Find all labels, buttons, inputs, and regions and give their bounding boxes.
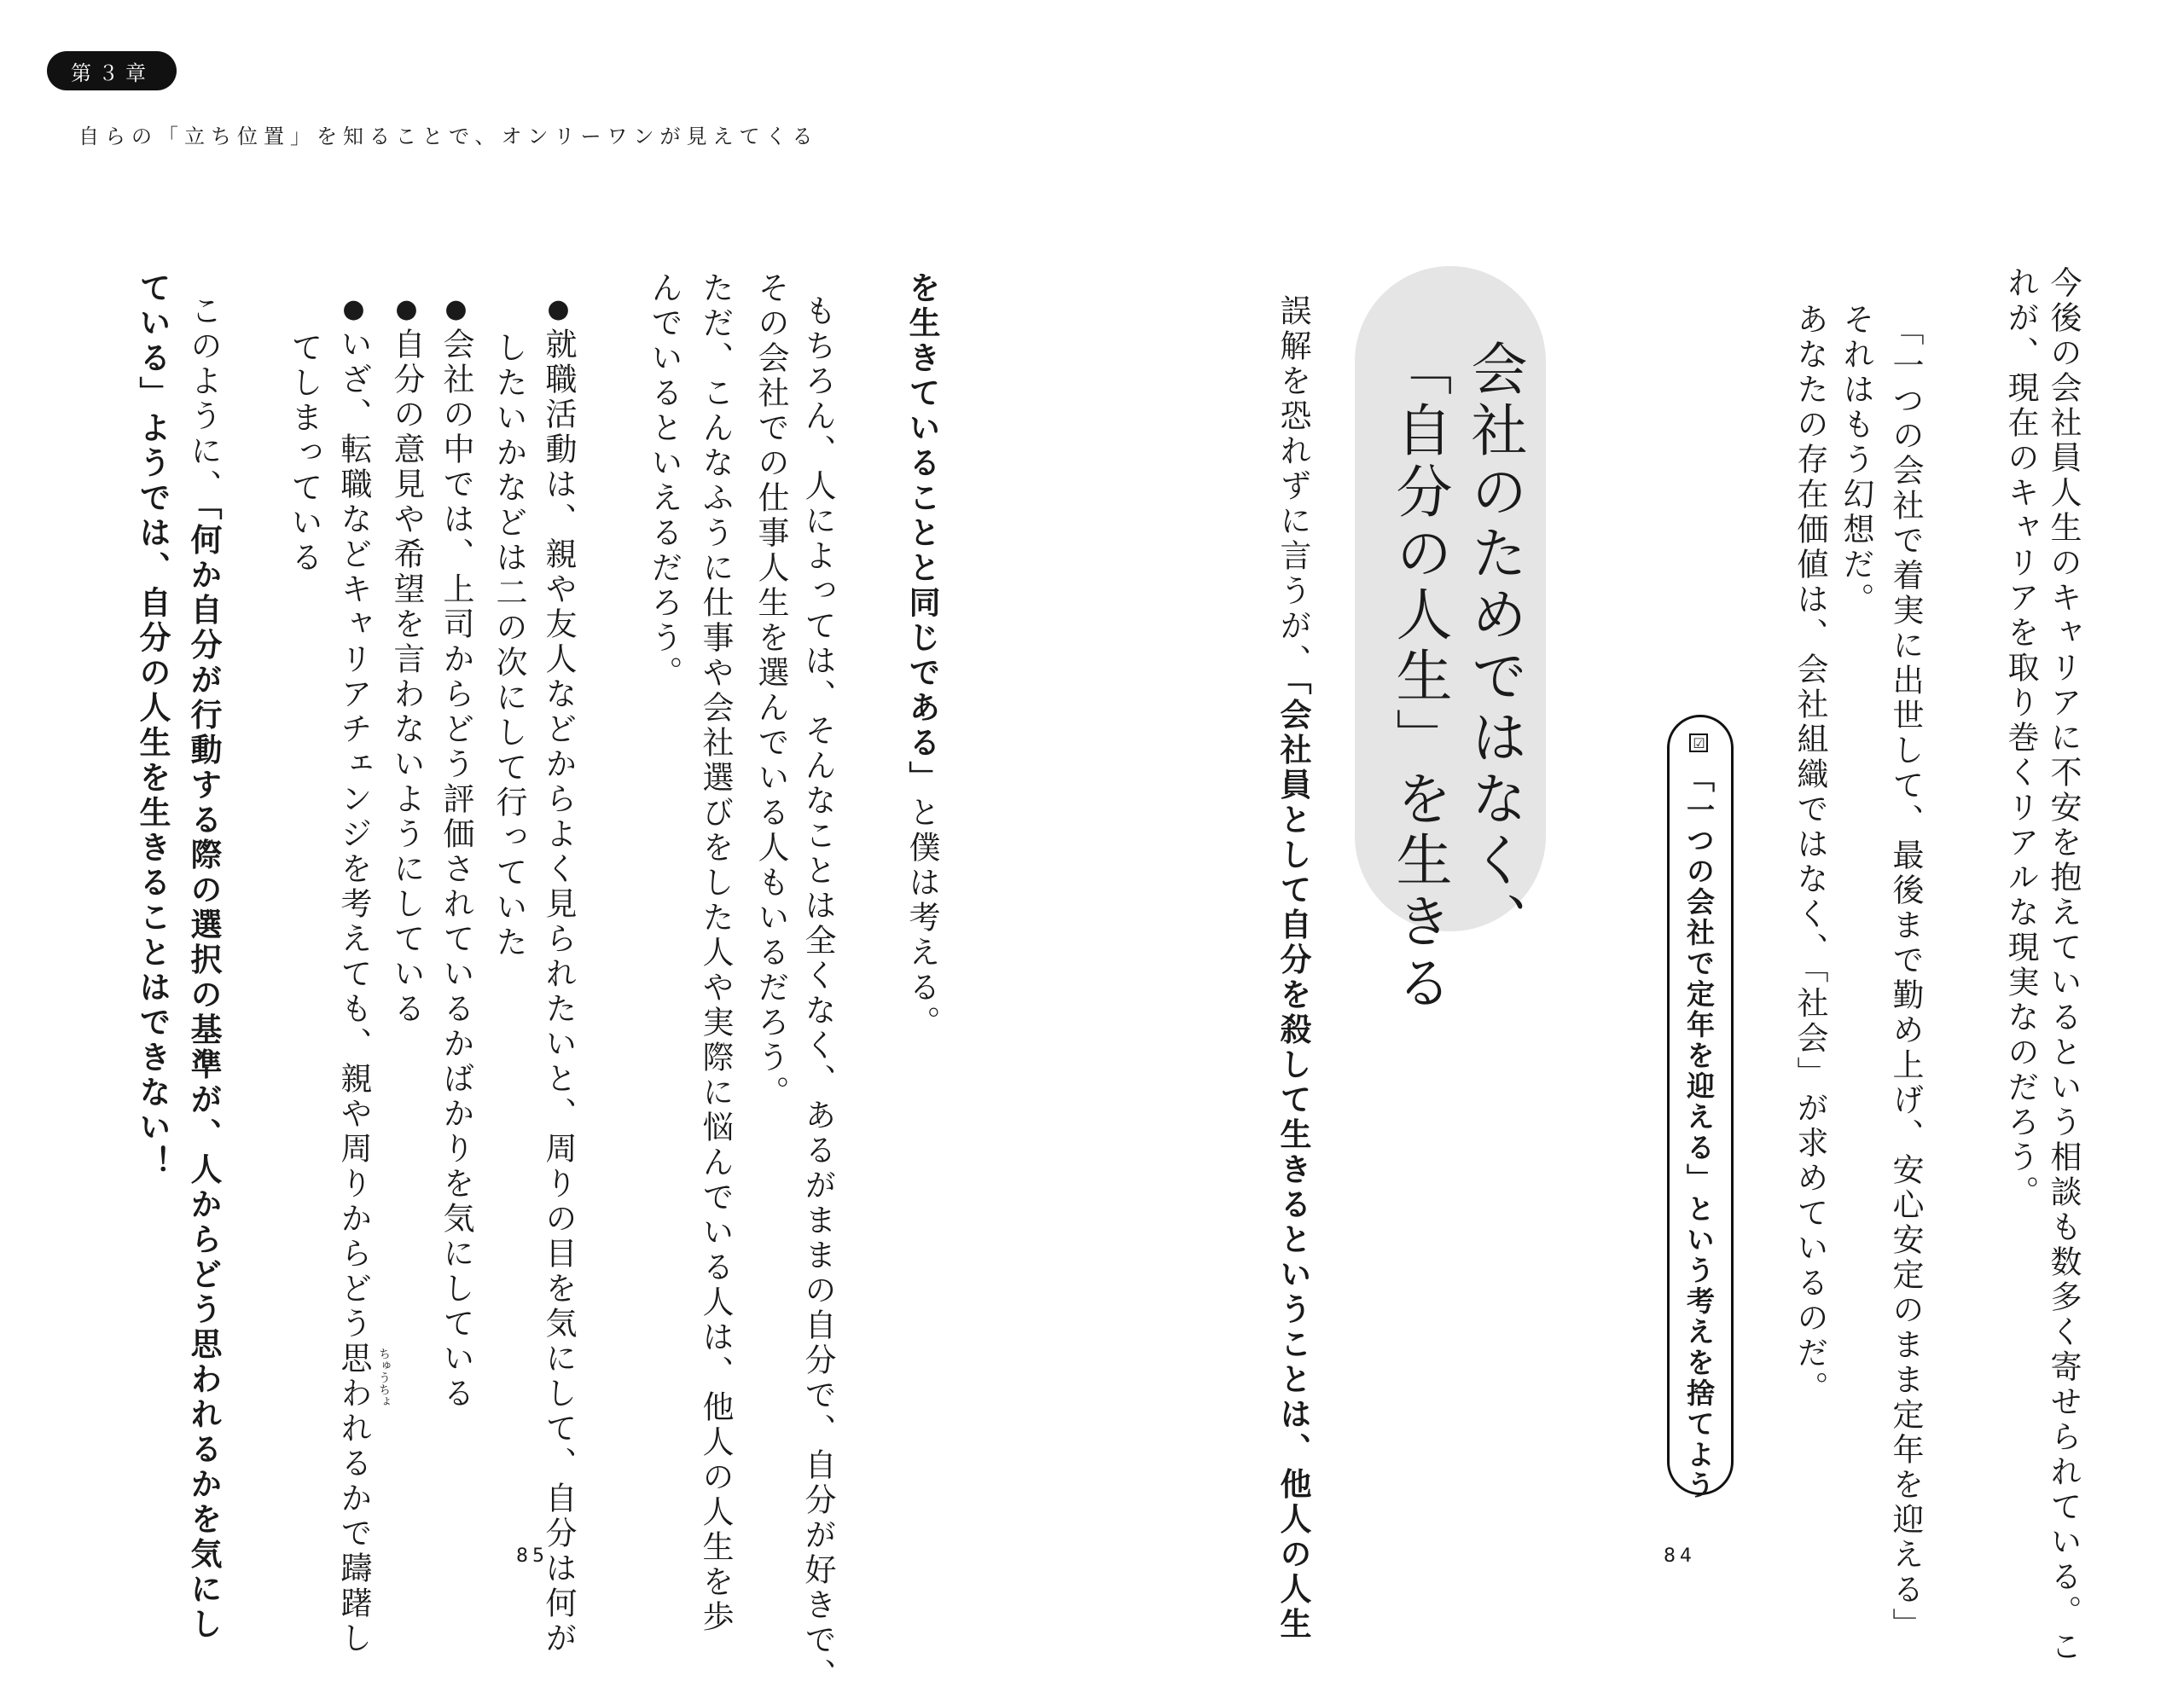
heading-line-2: 「自分の人生」を生きる — [1386, 339, 1452, 1015]
chapter-label: 第３章 — [71, 61, 153, 85]
intro-bold: 「会社員として自分を殺して生きるということは、他人の人生 — [1275, 679, 1311, 1643]
p85-para-line-2: その会社での仕事人生を選んでいる人もいるだろう。 — [752, 271, 789, 1110]
p85-intro-line-2 — [903, 271, 940, 1041]
checkbox-icon: ☑ — [1691, 735, 1707, 754]
bullet-4-line-2: てしまっている — [286, 331, 322, 576]
intro-bold-cont: を生きていることと同じである」 — [903, 271, 940, 796]
p84-line-5: あなたの存在価値は、会社組織ではなく、「社会」が求めているのだ。 — [1792, 303, 1828, 1406]
p85-conclusion-line-2: ている」ようでは、自分の人生を生きることはできない！ — [134, 271, 171, 1180]
ruby-furigana: ちゅうちょ — [377, 1348, 391, 1407]
conclusion-plain: このように、 — [185, 294, 222, 504]
intro-plain: 誤解を恐れずに言うが、 — [1275, 294, 1311, 679]
page-number-85: 85 — [516, 1545, 549, 1567]
bullet-item-1 — [540, 294, 577, 1656]
p85-para-line-1: もちろん、人によっては、そんなことは全くなく、あるがままの自分で、自分が好きで、 — [799, 294, 836, 1693]
bullet-item-3 — [388, 294, 425, 1027]
p85-conclusion-line-1 — [185, 294, 222, 1643]
page-number-84: 84 — [1664, 1545, 1696, 1567]
p84-line-3: 「一つの会社で着実に出世して、最後まで勤め上げ、安心安定のまま定年を迎える」 — [1887, 314, 1924, 1643]
bullet-1-line-1: 就職活動は、親や友人などからよく見られたいと、周りの目を気にして、自分は何が — [540, 328, 577, 1656]
p85-para-line-4: んでいるといえるだろう。 — [646, 271, 682, 691]
bullet-2-line-1: 会社の中では、上司からどう評価されているかばかりを気にしている — [438, 328, 474, 1412]
bullet-1-line-2: したいかなどは二の次にして行っていた — [491, 331, 527, 960]
subheading-text: 「一つの会社で定年を迎える」という考えを捨てよう — [1682, 764, 1716, 1501]
bullet-4-line-1: いざ、転職などキャリアチェンジを考えても、親や周りからどう思われるかで躊躇し — [335, 328, 372, 1656]
running-subtitle: 自らの「立ち位置」を知ることで、オンリーワンが見えてくる — [78, 125, 819, 148]
p84-line-1: 今後の会社員人生のキャリアに不安を抱えているという相談も数多く寄せられている。こ — [2045, 266, 2082, 1665]
bullet-dot-icon: ● — [392, 294, 421, 328]
p85-para-line-3: ただ、こんなふうに仕事や会社選びをした人や実際に悩んでいる人は、他人の人生を歩 — [697, 271, 734, 1635]
p84-line-2: れが、現在のキャリアを取り巻くリアルな現実なのだろう。 — [2002, 266, 2039, 1210]
bullet-item-4 — [335, 294, 372, 1656]
heading-line-1: 会社のためではなく、 — [1461, 339, 1527, 954]
bullet-dot-icon: ● — [543, 294, 573, 328]
subheading — [1682, 733, 1716, 1501]
chapter-badge — [47, 51, 177, 90]
p85-intro-line-1 — [1277, 294, 1309, 1643]
bullet-dot-icon: ● — [441, 294, 471, 328]
conclusion-bold: 「何か自分が行動する際の選択の基準が、人からどう思われるかを気にし — [185, 504, 222, 1643]
bullet-3-line-1: 自分の意見や希望を言わないようにしている — [388, 328, 425, 1027]
intro-tail: と僕は考える。 — [903, 796, 940, 1041]
p84-line-4: それはもう幻想だ。 — [1838, 303, 1874, 617]
bullet-dot-icon: ● — [339, 294, 369, 328]
bullet-item-2 — [440, 294, 472, 1412]
